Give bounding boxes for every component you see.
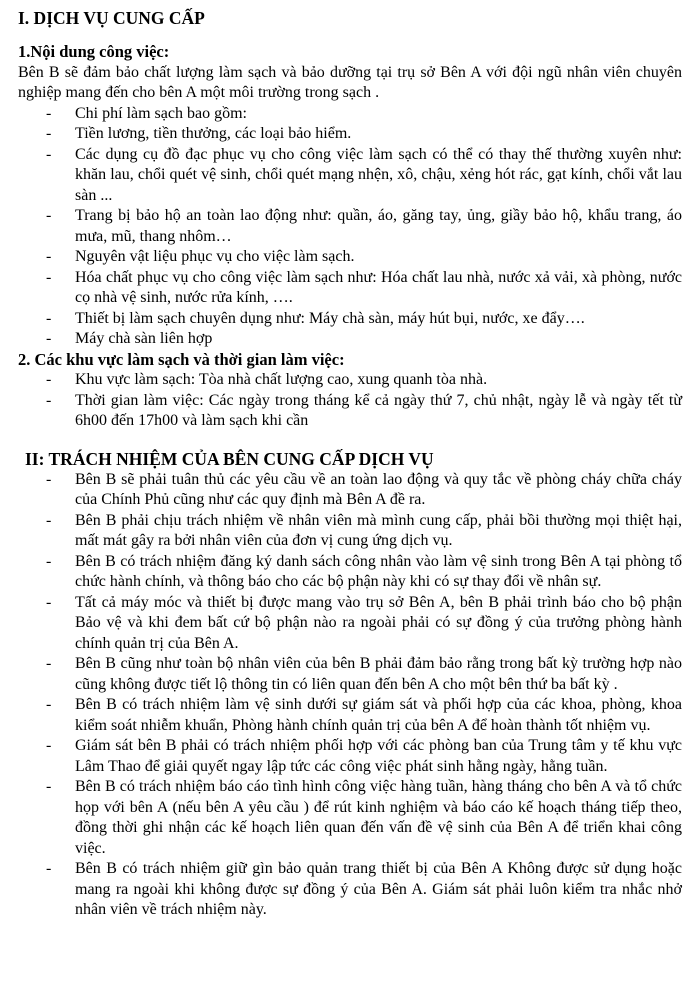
list-item-text: Khu vực làm sạch: Tòa nhà chất lượng cao, xung quanh tòa nhà. bbox=[75, 371, 488, 388]
list-item-text: Giám sát bên B phải có trách nhiệm phối hợp với các phòng ban của Trung tâm y tế khu vực Lâm Thao để giải quyết ngay lập tức các công việc phát sinh hằng ngày, hằng tuần. bbox=[75, 737, 682, 775]
list-item bbox=[18, 268, 682, 309]
subsection1-bullet-list bbox=[18, 104, 682, 350]
list-item bbox=[18, 654, 682, 695]
list-item-text: Bên B cũng như toàn bộ nhân viên của bên B phải đảm bảo rằng trong bất kỳ trường hợp nào cũng không được tiết lộ thông tin có liên quan đến bên A cho một bên thứ ba bất kỳ . bbox=[75, 655, 682, 693]
bullet-dash: - bbox=[46, 207, 52, 224]
bullet-dash: - bbox=[46, 309, 52, 327]
bullet-dash: - bbox=[46, 248, 52, 265]
list-item bbox=[18, 104, 682, 125]
list-item-text: Bên B có trách nhiệm báo cáo tình hình công việc hàng tuần, hàng tháng cho bên A và tổ chức họp với bên A (nếu bên A yêu cầu ) để rút kinh nghiệm và báo cáo kế hoạch tháng tiếp theo, đồng thời ghi nhận các kế hoạch liên quan đến vấn đề vệ sinh của Bên A để triển khai công việc. bbox=[75, 778, 682, 857]
subsection1-heading: 1.Nội dung công việc: bbox=[18, 42, 170, 61]
list-item bbox=[18, 145, 682, 207]
bullet-dash: - bbox=[46, 593, 52, 611]
list-item bbox=[18, 391, 682, 432]
bullet-dash: - bbox=[46, 470, 52, 488]
list-item bbox=[18, 309, 682, 330]
section2-heading: II: TRÁCH NHIỆM CỦA BÊN CUNG CẤP DỊCH VỤ bbox=[25, 448, 434, 469]
bullet-dash: - bbox=[46, 552, 52, 570]
list-item bbox=[18, 124, 682, 145]
bullet-dash: - bbox=[46, 104, 52, 122]
subsection1-intro-paragraph: Bên B sẽ đảm bảo chất lượng làm sạch và bảo dưỡng tại trụ sở Bên A với đội ngũ nhân viên chuyên nghiệp mang đến cho bên A một môi trường trong sạch . bbox=[18, 63, 682, 101]
list-item-text: Bên B phải chịu trách nhiệm về nhân viên mà mình cung cấp, phải bồi thường mọi thiệt hại, mất mát gây ra bởi nhân viên của đơn vị cung ứng dịch vụ. bbox=[75, 511, 682, 549]
list-item-text: Trang bị bảo hộ an toàn lao động như: quần, áo, găng tay, ủng, giầy bảo hộ, khẩu trang, áo mưa, mũ, thang nhôm… bbox=[75, 207, 682, 245]
section1-heading: I. DỊCH VỤ CUNG CẤP bbox=[18, 8, 205, 28]
subsection2-heading: 2. Các khu vực làm sạch và thời gian làm việc: bbox=[18, 349, 345, 369]
list-item bbox=[18, 777, 682, 859]
list-item bbox=[18, 329, 682, 350]
bullet-dash: - bbox=[46, 696, 52, 713]
list-item-text: Chi phí làm sạch bao gồm: bbox=[75, 104, 247, 122]
list-item-text: Hóa chất phục vụ cho công việc làm sạch như: Hóa chất lau nhà, nước xả vải, xà phòng, nước cọ nhà vệ sinh, nước rửa kính, …. bbox=[75, 268, 682, 306]
bullet-dash: - bbox=[46, 268, 52, 286]
list-item bbox=[18, 859, 682, 921]
list-item-text: Tiền lương, tiền thưởng, các loại bảo hiểm. bbox=[75, 125, 352, 142]
list-item-text: Bên B có trách nhiệm làm vệ sinh dưới sự giám sát và phối hợp của các khoa, phòng, khoa kiểm soát nhiễm khuẩn, Phòng hành chính quản trị của bên A để hoàn thành tốt nhiệm vụ. bbox=[75, 696, 682, 734]
list-item bbox=[18, 370, 682, 391]
list-item bbox=[18, 695, 682, 736]
bullet-dash: - bbox=[46, 778, 52, 795]
list-item-text: Các dụng cụ đồ đạc phục vụ cho công việc làm sạch có thể có thay thế thường xuyên như: khăn lau, chổi quét vệ sinh, chổi quét mạng nhện, xô, chậu, xẻng hót rác, gạt kính, chổi vắt lau sàn ... bbox=[75, 145, 682, 204]
bullet-dash: - bbox=[46, 655, 52, 672]
section2-bullet-list bbox=[18, 470, 682, 921]
list-item-text: Thời gian làm việc: Các ngày trong tháng kể cả ngày thứ 7, chủ nhật, ngày lễ và ngày tết từ 6h00 đến 17h00 và làm sạch khi cần bbox=[75, 391, 682, 429]
list-item-text: Nguyên vật liệu phục vụ cho việc làm sạch. bbox=[75, 248, 355, 265]
list-item-text: Bên B có trách nhiệm đăng ký danh sách công nhân vào làm vệ sinh trong Bên A tại phòng tổ chức hành chính, và thông báo cho các bộ phận này khi có sự thay đổi về nhân sự. bbox=[75, 552, 682, 590]
bullet-dash: - bbox=[46, 330, 52, 347]
list-item-text: Bên B có trách nhiệm giữ gìn bảo quản trang thiết bị của Bên A Không được sử dụng hoặc mang ra ngoài khi không được sự đồng ý của Bên A. Giám sát phải luôn kiểm tra nhắc nhở nhân viên về trách nhiệm này. bbox=[75, 860, 682, 918]
list-item bbox=[18, 206, 682, 247]
list-item bbox=[18, 736, 682, 777]
bullet-dash: - bbox=[46, 391, 52, 409]
list-item-text: Bên B sẽ phải tuân thủ các yêu cầu về an toàn lao động và quy tắc về phòng cháy chữa cháy của Chính Phủ cũng như các quy định mà Bên A đề ra. bbox=[75, 470, 682, 508]
list-item bbox=[18, 593, 682, 655]
bullet-dash: - bbox=[46, 125, 52, 142]
bullet-dash: - bbox=[46, 371, 52, 388]
bullet-dash: - bbox=[46, 145, 52, 163]
list-item-text: Thiết bị làm sạch chuyên dụng như: Máy chà sàn, máy hút bụi, nước, xe đẩy…. bbox=[75, 309, 585, 327]
list-item bbox=[18, 552, 682, 593]
bullet-dash: - bbox=[46, 511, 52, 529]
list-item bbox=[18, 470, 682, 511]
bullet-dash: - bbox=[46, 860, 52, 877]
list-item-text: Tất cả máy móc và thiết bị được mang vào trụ sở Bên A, bên B phải trình báo cho bộ phận Bảo vệ và khi đem bất cứ bộ phận nào ra ngoài phải có sự đồng ý của trưởng phòng hành chính quản trị của Bên A. bbox=[75, 593, 682, 652]
list-item bbox=[18, 247, 682, 268]
bullet-dash: - bbox=[46, 737, 52, 754]
list-item-text: Máy chà sàn liên hợp bbox=[75, 330, 213, 347]
subsection2-bullet-list bbox=[18, 370, 682, 432]
list-item bbox=[18, 511, 682, 552]
